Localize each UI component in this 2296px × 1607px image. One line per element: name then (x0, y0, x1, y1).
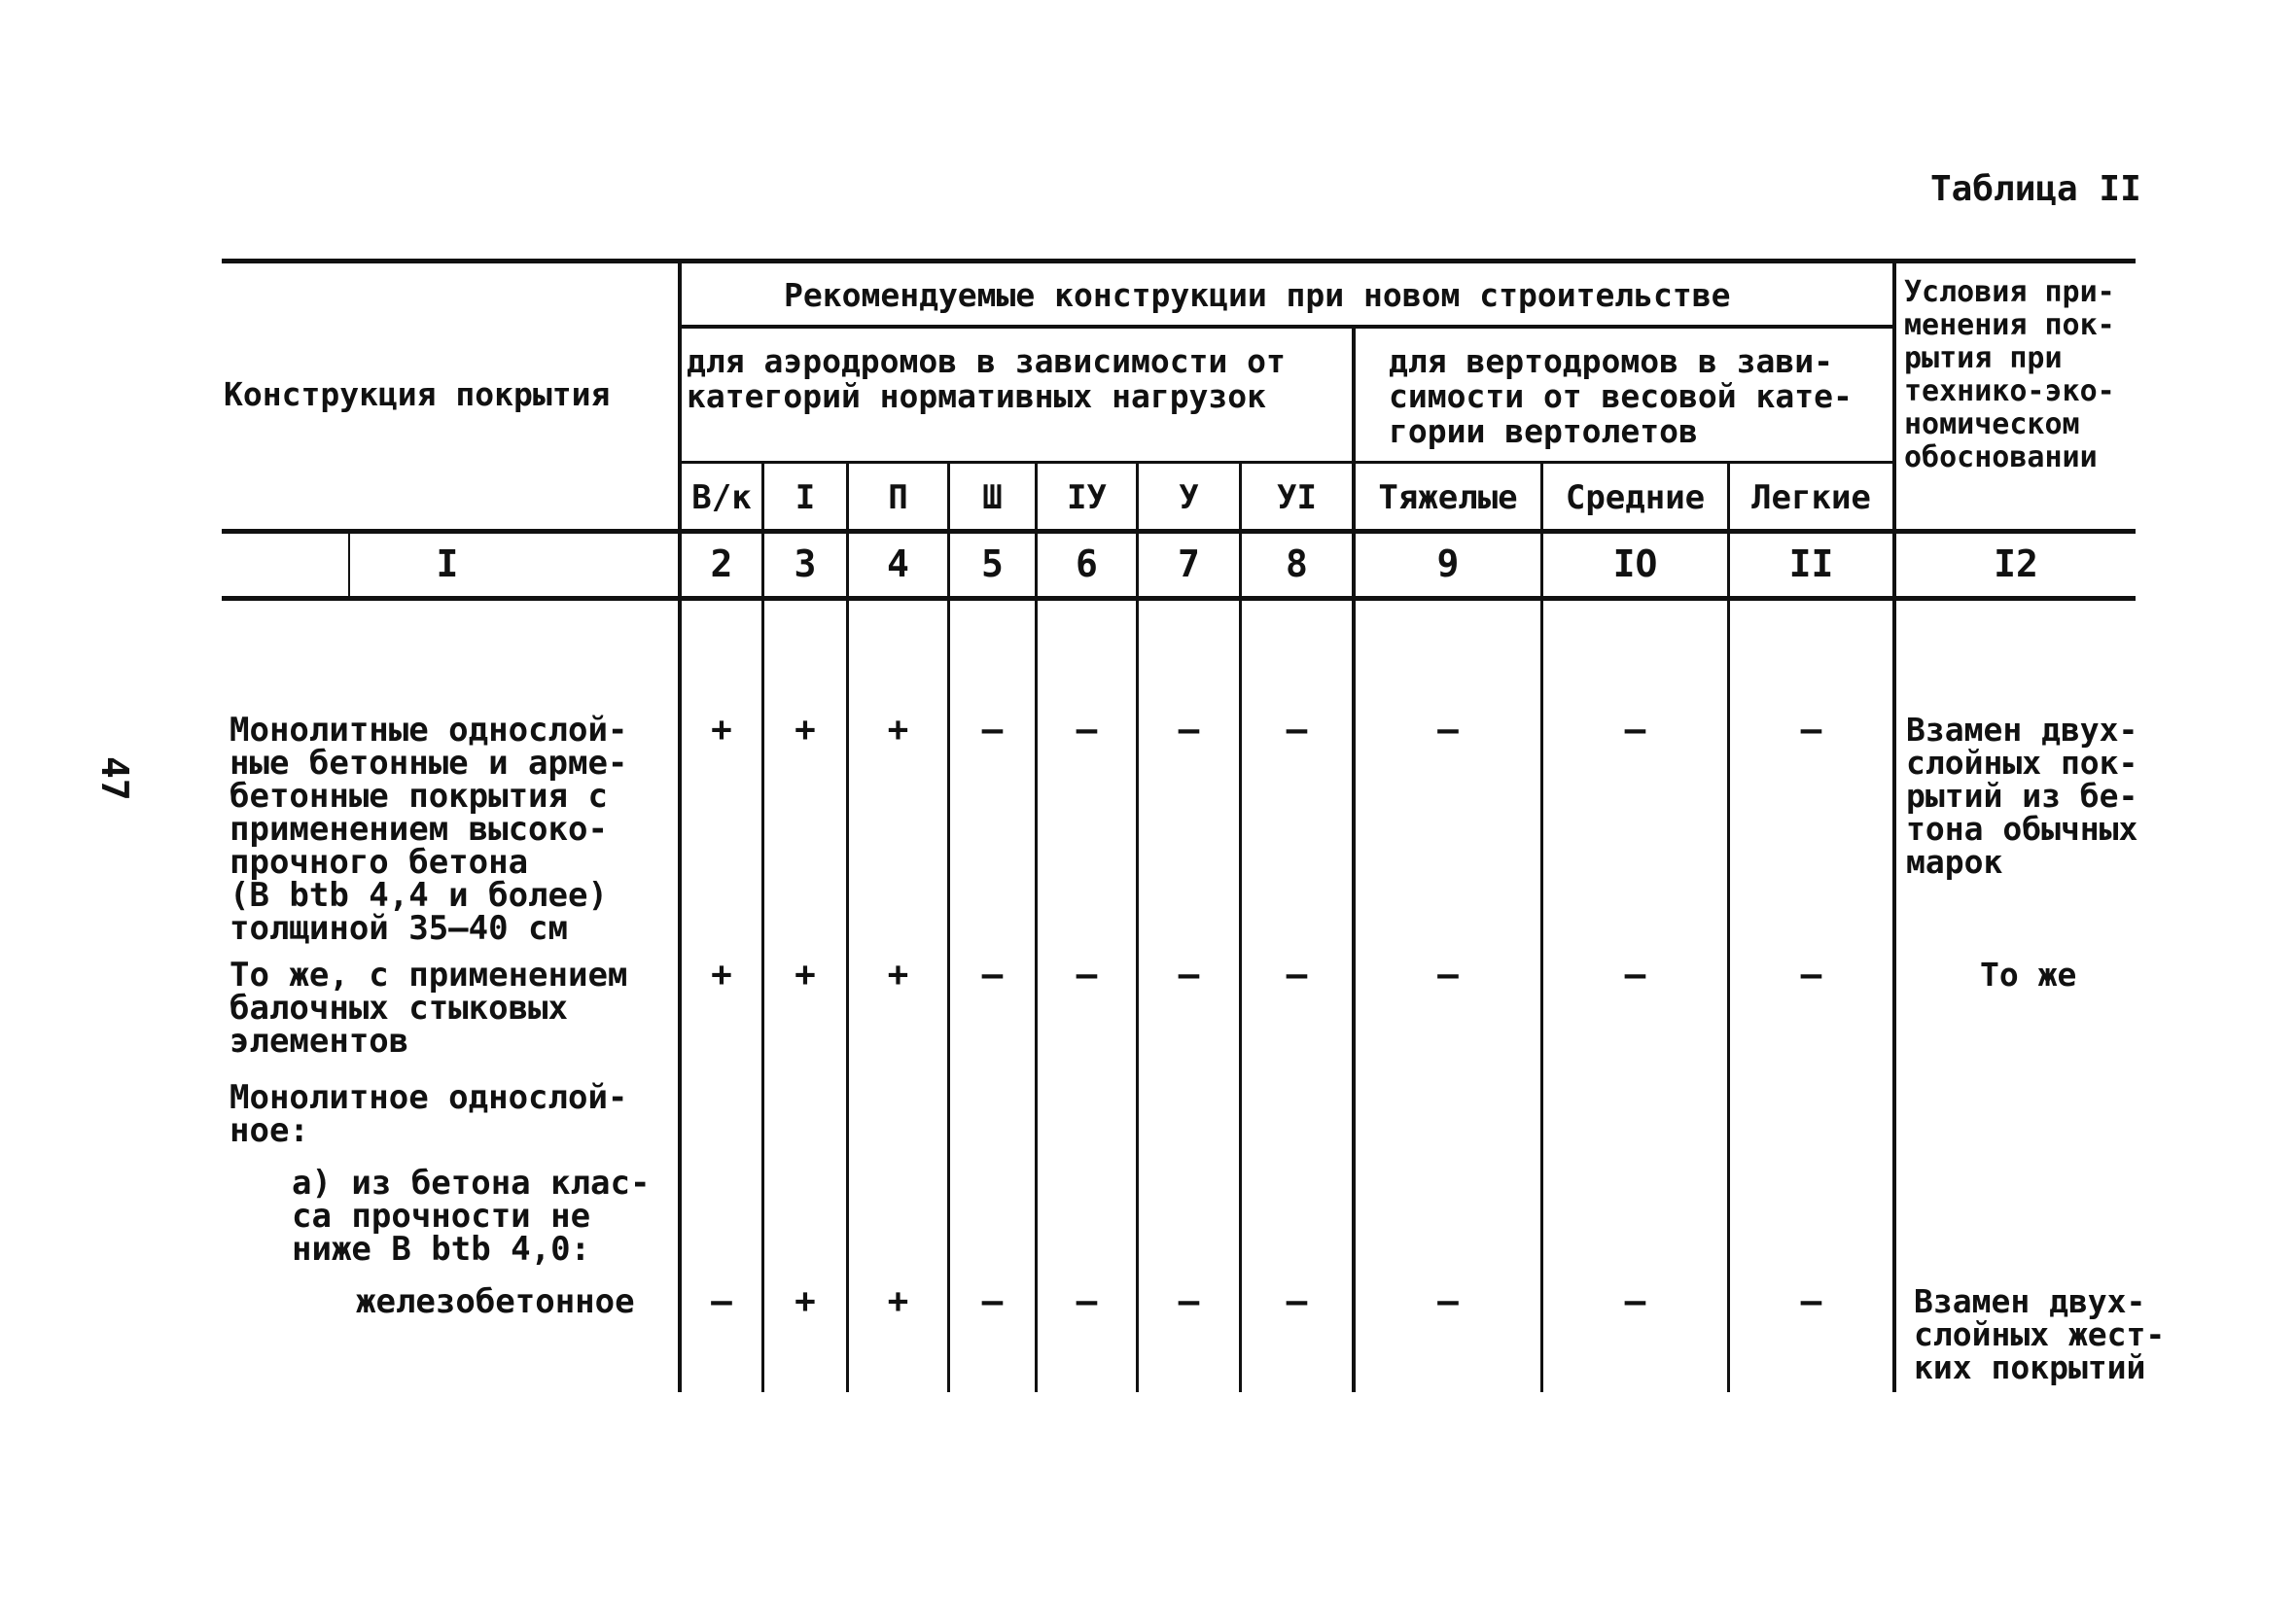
row-1-mark: + (711, 710, 732, 750)
top-rule (222, 259, 2136, 263)
colnum-2: 2 (710, 542, 733, 585)
row-2-mark: – (1800, 955, 1822, 995)
header-conditions: Условия при- менения пок- рытия при технико-эко- номическом обосновании (1904, 275, 2115, 474)
row-1-name: Монолитные однослой- ные бетонные и арме- бетонные покрытия с применением высоко- прочного бетона (В btb 4,4 и более) толщиной 35–40 см (230, 711, 628, 948)
page-number: 47 (93, 756, 136, 801)
row-2-note: То же (1980, 956, 2077, 994)
row-5-mark: – (1624, 1281, 1646, 1321)
row-5-mark: – (1286, 1281, 1308, 1321)
category-6: УI (1277, 478, 1317, 517)
col-rule-3 (846, 461, 849, 1392)
colnum-4: 4 (887, 542, 909, 585)
colnum-6: 6 (1076, 542, 1098, 585)
category-2: П (888, 478, 908, 517)
header-bottom-rule (222, 529, 2136, 534)
row-2-mark: – (1178, 955, 1200, 995)
colnum-3: 3 (794, 542, 817, 585)
row-2-mark: + (795, 955, 816, 995)
row-1-mark: – (1178, 710, 1200, 750)
category-medium: Средние (1565, 478, 1706, 517)
row-5-mark: + (887, 1281, 909, 1321)
row-1-mark: – (981, 710, 1004, 750)
row-1-mark: – (1800, 710, 1822, 750)
table-label: Таблица II (1930, 169, 2141, 209)
colnum-7: 7 (1178, 542, 1200, 585)
row-5-mark: – (1076, 1281, 1098, 1321)
col-rule-10 (1727, 461, 1730, 1392)
row-5-mark: – (981, 1281, 1004, 1321)
row-2-mark: – (1286, 955, 1308, 995)
recommended-underline (681, 325, 1894, 329)
row-1-mark: + (887, 710, 909, 750)
category-3: Ш (982, 478, 1003, 517)
col-rule-9 (1540, 461, 1543, 1392)
row-2-mark: – (1076, 955, 1098, 995)
row-4-name: а) из бетона клас- са прочности не ниже В btb 4,0: (292, 1164, 651, 1269)
categories-rule (681, 461, 1894, 464)
row-2-mark: – (981, 955, 1004, 995)
category-5: У (1179, 478, 1199, 517)
header-recommended: Рекомендуемые конструкции при новом строительстве (784, 276, 1731, 314)
col-rule-5 (1035, 461, 1038, 1392)
row-1-mark: + (795, 710, 816, 750)
category-light: Легкие (1751, 478, 1871, 517)
row-1-mark: – (1286, 710, 1308, 750)
row-5-mark: – (1178, 1281, 1200, 1321)
row-1-mark: – (1624, 710, 1646, 750)
row-5-mark: – (711, 1281, 732, 1321)
row-5-mark: + (795, 1281, 816, 1321)
category-4: IУ (1067, 478, 1107, 517)
colnum-10: IO (1612, 542, 1658, 585)
column-numbers-rule (222, 596, 2136, 601)
row-5-mark: – (1437, 1281, 1459, 1321)
col-rule-7 (1239, 461, 1242, 1392)
row-2-name: То же, с применением балочных стыковых элементов (230, 956, 628, 1061)
header-aerodromes: для аэродромов в зависимости от категорий нормативных нагрузок (687, 342, 1286, 415)
colnum-5: 5 (981, 542, 1004, 585)
col-rule-2 (761, 461, 764, 1392)
row-3-name: Монолитное однослой- ное: (230, 1078, 628, 1150)
row-2-mark: + (711, 955, 732, 995)
col-rule-1 (678, 259, 682, 1392)
colnum-1: I (436, 542, 459, 585)
row-1-note: Взамен двух- слойных пок- рытий из бе- тона обычных марок (1906, 711, 2138, 881)
colnum-9: 9 (1436, 542, 1460, 585)
row-5-note: Взамен двух- слойных жест- ких покрытий (1914, 1282, 2166, 1386)
colnum-12: I2 (1994, 542, 2038, 585)
category-1: I (795, 478, 816, 517)
row-2-mark: + (887, 955, 909, 995)
category-heavy: Тяжелые (1378, 478, 1518, 517)
header-heliports: для вертодромов в зави- симости от весовой кате- гории вертолетов (1389, 342, 1853, 450)
row-5-name: железобетонное (356, 1282, 635, 1321)
row-1-mark: – (1076, 710, 1098, 750)
col-rule-11 (1892, 259, 1896, 1392)
category-vk: В/к (691, 478, 752, 517)
row-5-mark: – (1800, 1281, 1822, 1321)
row-2-mark: – (1437, 955, 1459, 995)
row-1-mark: – (1437, 710, 1459, 750)
col-rule-6 (1136, 461, 1139, 1392)
row-2-mark: – (1624, 955, 1646, 995)
colnum-11: II (1788, 542, 1834, 585)
col-rule-4 (947, 461, 950, 1392)
header-construction: Конструкция покрытия (224, 375, 611, 413)
colnum-8: 8 (1286, 542, 1308, 585)
